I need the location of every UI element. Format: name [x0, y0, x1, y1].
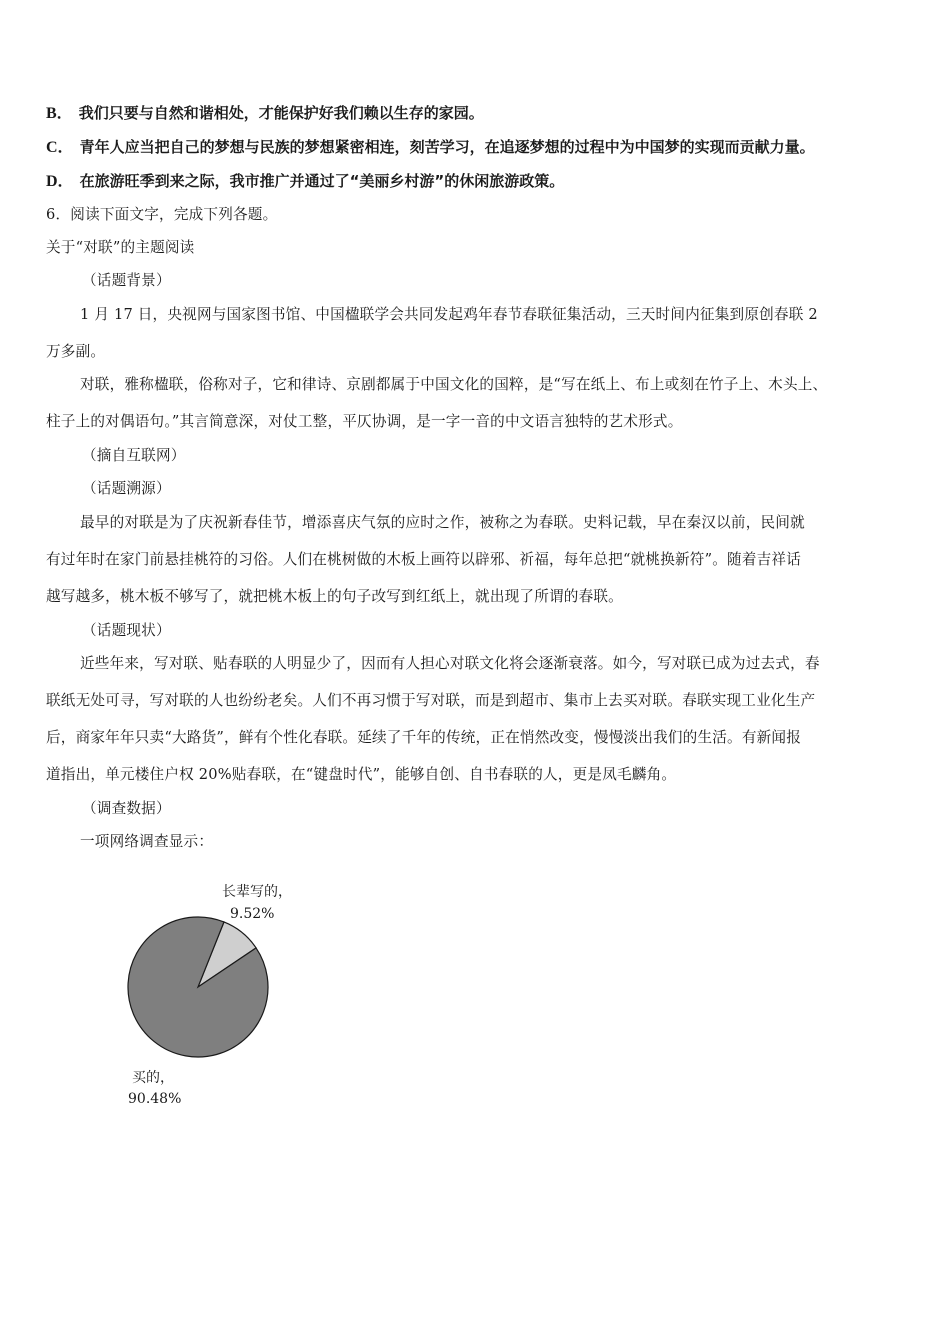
origin-line3: 越写越多，桃木板不够写了，就把桃木板上的句子改写到红纸上，就出现了所谓的春联。: [46, 588, 623, 605]
status-line3: 后，商家年年只卖“大路货”，鲜有个性化春联。延续了千年的传统，正在悄然改变，慢慢淡出我们的生活。有新闻报: [46, 729, 802, 746]
option-b: [46, 103, 484, 124]
question-number: 6．阅读下面文字，完成下列各题。: [46, 206, 278, 223]
pie-chart: [110, 870, 330, 1115]
source-note: （摘自互联网）: [82, 447, 186, 464]
pie-value-bought: 90.48%: [128, 1091, 182, 1107]
survey-intro: 一项网络调查显示：: [80, 833, 214, 850]
status-line2: 联纸无处可寻，写对联的人也纷纷老矣。人们不再习惯于写对联，而是到超市、集市上去买对联。春联实现工业化生产: [46, 692, 816, 709]
option-d: [46, 171, 564, 192]
option-d-text: 在旅游旺季到来之际，我市推广并通过了“美丽乡村游”的休闲旅游政策。: [79, 172, 565, 190]
background-p1-line1: 1 月 17 日，央视网与国家图书馆、中国楹联学会共同发起鸡年春节春联征集活动，三天时间内征集到原创春联 2: [80, 306, 818, 323]
option-d-letter: D．: [46, 173, 74, 190]
option-c-text: 青年人应当把自己的梦想与民族的梦想紧密相连，刻苦学习，在追逐梦想的过程中为中国梦的实现而贡献力量。: [79, 138, 815, 156]
status-heading: （话题现状）: [82, 622, 171, 639]
option-c-letter: C．: [46, 139, 74, 156]
pie-label-elder-written: 长辈写的，: [222, 884, 292, 900]
status-line1: 近些年来，写对联、贴春联的人明显少了，因而有人担心对联文化将会逐渐衰落。如今，写对联已成为过去式，春: [80, 655, 820, 672]
option-c: [46, 137, 815, 158]
background-p2-line2: 柱子上的对偶语句。”其言简意深，对仗工整，平仄协调，是一字一音的中文语言独特的艺术形式。: [46, 413, 683, 430]
option-b-text: 我们只要与自然和谐相处，才能保护好我们赖以生存的家园。: [78, 104, 484, 122]
option-b-letter: B．: [46, 105, 73, 122]
origin-line2: 有过年时在家门前悬挂桃符的习俗。人们在桃树做的木板上画符以辟邪、祈福，每年总把“就桃换新符”。随着吉祥话: [46, 551, 802, 568]
pie-label-bought: 买的，: [132, 1070, 174, 1086]
origin-heading: （话题溯源）: [82, 480, 171, 497]
pie-value-elder-written: 9.52%: [230, 906, 275, 922]
survey-heading: （调查数据）: [82, 800, 171, 817]
question-title: 关于“对联”的主题阅读: [46, 239, 195, 256]
background-heading: （话题背景）: [82, 272, 171, 289]
background-p2-line1: 对联，雅称楹联，俗称对子，它和律诗、京剧都属于中国文化的国粹，是“写在纸上、布上或刻在竹子上、木头上、: [80, 376, 828, 393]
background-p1-line2: 万多副。: [46, 343, 106, 360]
origin-line1: 最早的对联是为了庆祝新春佳节，增添喜庆气氛的应时之作，被称之为春联。史料记载，早在秦汉以前，民间就: [80, 514, 805, 531]
status-line4: 道指出，单元楼住户权 20%贴春联，在“键盘时代”，能够自创、自书春联的人，更是凤毛麟角。: [46, 766, 677, 783]
